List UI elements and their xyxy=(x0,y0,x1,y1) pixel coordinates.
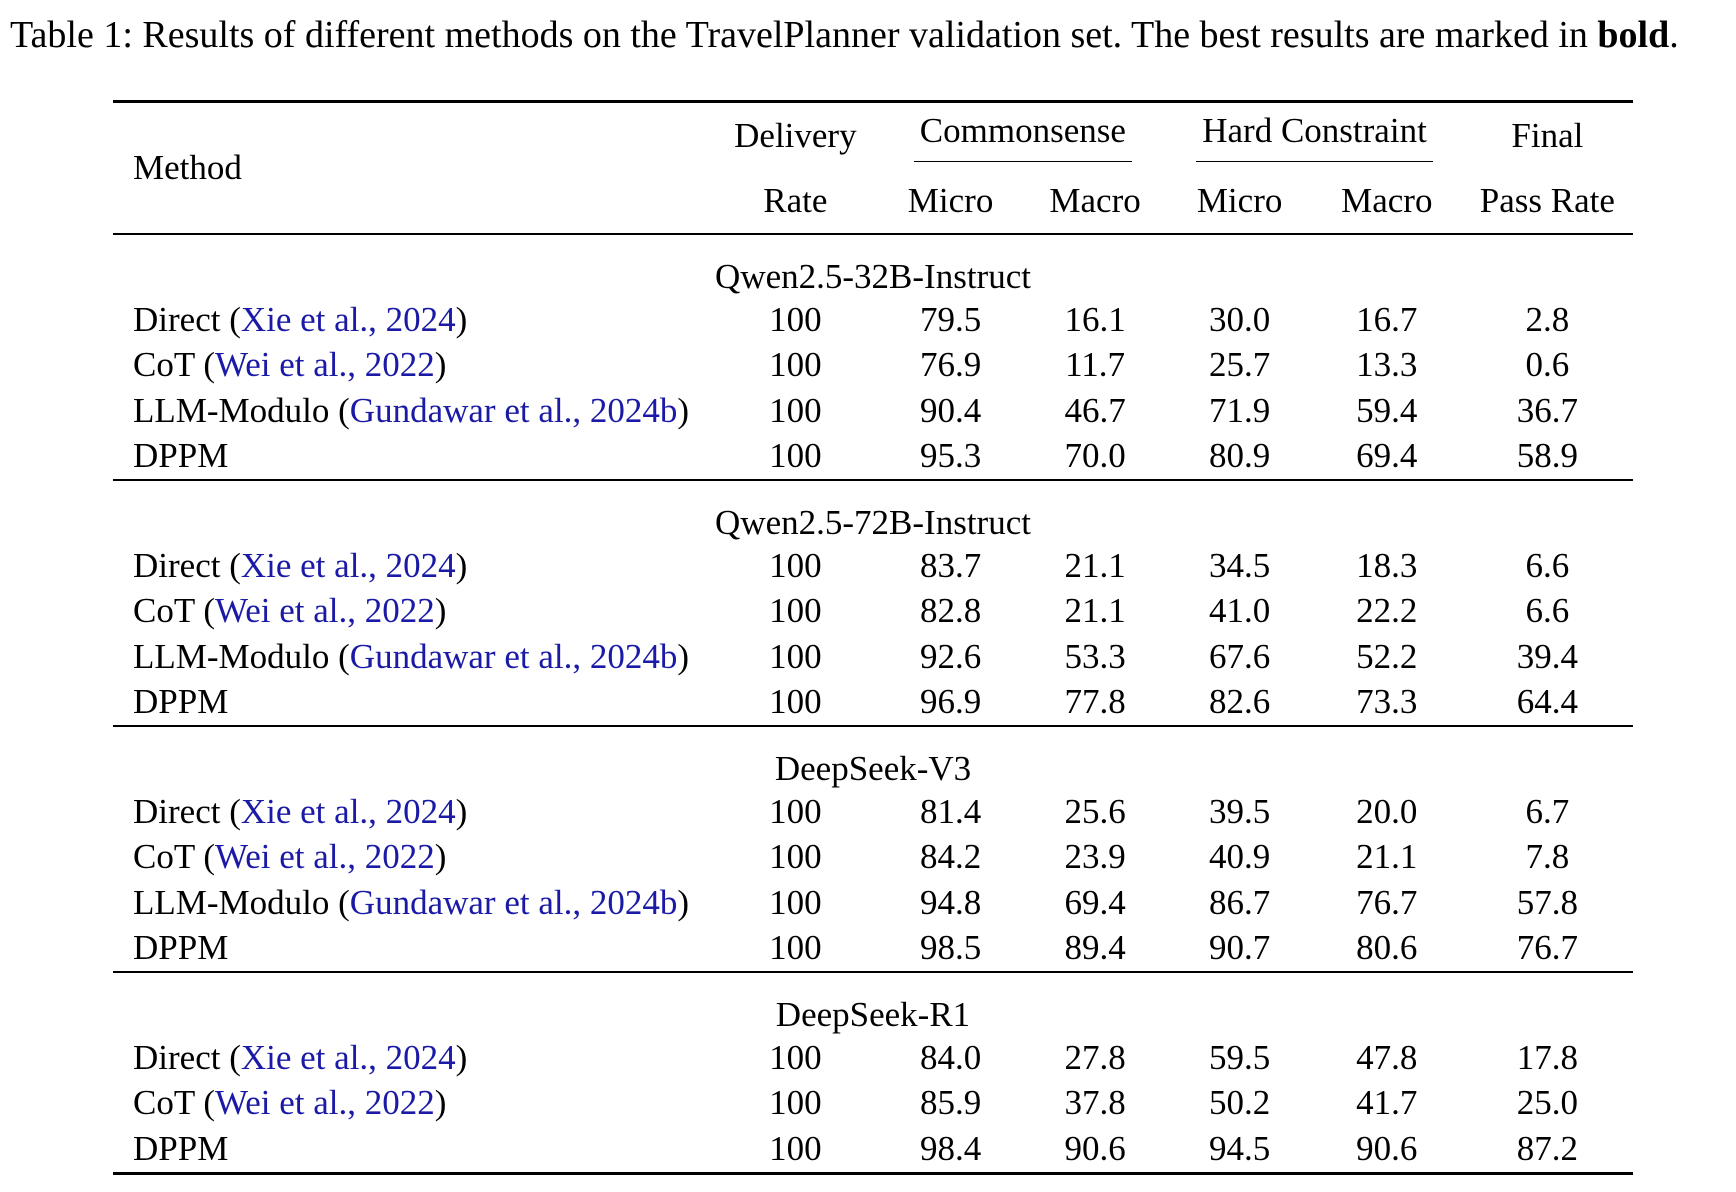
value-cell: 25.7 xyxy=(1208,345,1271,385)
value-cell: 77.8 xyxy=(1064,682,1126,722)
citation-link[interactable]: Gundawar et al., 2024b xyxy=(349,636,678,676)
method-cell xyxy=(113,388,712,434)
hard-micro-header: Micro xyxy=(1196,181,1283,220)
caption-text: Table 1: Results of different methods on the TravelPlanner validation set. The best results are marked in xyxy=(10,14,1598,56)
value-cell: 69.4 xyxy=(1356,436,1418,476)
value-cell: 100 xyxy=(769,345,822,385)
value-cell: 23.9 xyxy=(1064,837,1126,877)
table-row xyxy=(113,680,1633,727)
value-cell: 82.8 xyxy=(919,591,982,631)
value-cell: 100 xyxy=(769,682,822,722)
value-cell: 34.5 xyxy=(1208,545,1271,585)
table-row xyxy=(113,1126,1633,1173)
value-cell: 94.5 xyxy=(1208,1128,1271,1168)
value-cell: 53.3 xyxy=(1064,636,1126,676)
citation-link[interactable]: Xie et al., 2024 xyxy=(240,791,456,831)
delivery-header-top: Delivery xyxy=(734,116,857,155)
method-name: Direct xyxy=(133,1037,221,1077)
method-name: DPPM xyxy=(133,1128,229,1168)
value-cell: 76.7 xyxy=(1516,928,1578,968)
hard-constraint-header: Hard Constraint xyxy=(1167,102,1461,170)
citation-open-paren: ( xyxy=(329,390,350,430)
table-row xyxy=(113,589,1633,635)
method-name: DPPM xyxy=(133,436,229,476)
citation-open-paren: ( xyxy=(194,591,215,631)
method-cell xyxy=(113,434,712,481)
value-cell: 70.0 xyxy=(1064,436,1126,476)
method-cell xyxy=(113,880,712,926)
method-cell xyxy=(113,1035,712,1081)
value-cell: 58.9 xyxy=(1516,436,1578,476)
commonsense-header: Commonsense xyxy=(878,102,1167,170)
citation-open-paren: ( xyxy=(194,345,215,385)
table-caption xyxy=(10,12,1679,58)
final-header-bottom: Pass Rate xyxy=(1479,181,1615,220)
group-header-row xyxy=(113,480,1633,543)
value-cell: 21.1 xyxy=(1064,591,1126,631)
method-cell xyxy=(113,634,712,680)
value-cell: 100 xyxy=(769,299,822,339)
value-cell: 84.2 xyxy=(919,837,982,877)
value-cell: 7.8 xyxy=(1525,837,1570,877)
value-cell: 59.4 xyxy=(1356,390,1418,430)
method-cell xyxy=(113,926,712,973)
method-name: CoT xyxy=(133,837,195,877)
header-row-top xyxy=(113,102,1633,170)
value-cell: 64.4 xyxy=(1516,682,1578,722)
table-row xyxy=(113,388,1633,434)
citation-link[interactable]: Xie et al., 2024 xyxy=(240,545,456,585)
commonsense-macro-header: Macro xyxy=(1049,181,1141,220)
value-cell: 80.6 xyxy=(1356,928,1418,968)
value-cell: 89.4 xyxy=(1064,928,1126,968)
method-name: Direct xyxy=(133,791,221,831)
citation-link[interactable]: Wei et al., 2022 xyxy=(215,1083,435,1123)
commonsense-micro-header: Micro xyxy=(907,181,994,220)
value-cell: 76.7 xyxy=(1356,882,1418,922)
table-header xyxy=(113,102,1633,235)
value-cell: 76.9 xyxy=(919,345,982,385)
value-cell: 96.9 xyxy=(919,682,982,722)
citation-open-paren: ( xyxy=(194,1083,215,1123)
group-header-row xyxy=(113,726,1633,789)
method-name: DPPM xyxy=(133,928,229,968)
model-group-title: Qwen2.5-32B-Instruct xyxy=(715,257,1031,296)
value-cell: 50.2 xyxy=(1208,1083,1271,1123)
value-cell: 100 xyxy=(769,545,822,585)
value-cell: 13.3 xyxy=(1356,345,1418,385)
table-row xyxy=(113,1035,1633,1081)
value-cell: 80.9 xyxy=(1208,436,1271,476)
value-cell: 100 xyxy=(769,882,822,922)
final-header-top: Final xyxy=(1511,116,1584,155)
citation-close-paren: ) xyxy=(455,299,468,339)
value-cell: 41.7 xyxy=(1356,1083,1418,1123)
citation-close-paren: ) xyxy=(434,1083,447,1123)
value-cell: 90.7 xyxy=(1208,928,1271,968)
value-cell: 100 xyxy=(769,791,822,831)
model-group-title: Qwen2.5-72B-Instruct xyxy=(715,503,1031,542)
citation-open-paren: ( xyxy=(220,1037,241,1077)
method-cell xyxy=(113,543,712,589)
results-table xyxy=(113,100,1633,1175)
value-cell: 30.0 xyxy=(1208,299,1271,339)
value-cell: 16.7 xyxy=(1356,299,1418,339)
group-header-row xyxy=(113,234,1633,297)
value-cell: 37.8 xyxy=(1064,1083,1126,1123)
model-group-title: DeepSeek-V3 xyxy=(774,749,972,788)
method-cell xyxy=(113,835,712,881)
citation-link[interactable]: Xie et al., 2024 xyxy=(240,1037,456,1077)
method-cell xyxy=(113,1081,712,1127)
method-cell xyxy=(113,589,712,635)
table-row xyxy=(113,434,1633,481)
value-cell: 90.4 xyxy=(919,390,982,430)
method-cell xyxy=(113,343,712,389)
value-cell: 17.8 xyxy=(1516,1037,1578,1077)
value-cell: 87.2 xyxy=(1516,1128,1578,1168)
method-name: LLM-Modulo xyxy=(133,390,330,430)
hard-macro-header: Macro xyxy=(1341,181,1433,220)
value-cell: 79.5 xyxy=(919,299,982,339)
citation-link[interactable]: Gundawar et al., 2024b xyxy=(349,882,678,922)
value-cell: 98.4 xyxy=(919,1128,982,1168)
value-cell: 100 xyxy=(769,928,822,968)
value-cell: 90.6 xyxy=(1356,1128,1418,1168)
method-name: Direct xyxy=(133,545,221,585)
table-row xyxy=(113,1081,1633,1127)
value-cell: 6.7 xyxy=(1525,791,1570,831)
citation-link[interactable]: Wei et al., 2022 xyxy=(215,345,435,385)
value-cell: 100 xyxy=(769,1083,822,1123)
citation-close-paren: ) xyxy=(455,1037,468,1077)
value-cell: 73.3 xyxy=(1356,682,1418,722)
citation-open-paren: ( xyxy=(220,791,241,831)
citation-close-paren: ) xyxy=(434,345,447,385)
table-row xyxy=(113,297,1633,343)
citation-close-paren: ) xyxy=(677,882,689,922)
citation-open-paren: ( xyxy=(194,837,215,877)
value-cell: 20.0 xyxy=(1356,791,1418,831)
citation-close-paren: ) xyxy=(434,837,447,877)
value-cell: 41.0 xyxy=(1208,591,1271,631)
value-cell: 2.8 xyxy=(1525,299,1570,339)
value-cell: 16.1 xyxy=(1064,299,1126,339)
value-cell: 90.6 xyxy=(1064,1128,1126,1168)
method-name: Direct xyxy=(133,299,221,339)
table-row xyxy=(113,343,1633,389)
value-cell: 25.6 xyxy=(1064,791,1126,831)
citation-close-paren: ) xyxy=(677,390,689,430)
value-cell: 11.7 xyxy=(1065,345,1126,385)
value-cell: 84.0 xyxy=(919,1037,982,1077)
citation-close-paren: ) xyxy=(677,636,689,676)
table-row xyxy=(113,926,1633,973)
citation-link[interactable]: Gundawar et al., 2024b xyxy=(349,390,678,430)
method-name: LLM-Modulo xyxy=(133,882,330,922)
citation-link[interactable]: Xie et al., 2024 xyxy=(240,299,456,339)
method-name: LLM-Modulo xyxy=(133,636,330,676)
value-cell: 57.8 xyxy=(1516,882,1578,922)
value-cell: 71.9 xyxy=(1208,390,1271,430)
value-cell: 100 xyxy=(769,1037,822,1077)
value-cell: 22.2 xyxy=(1356,591,1418,631)
value-cell: 100 xyxy=(769,837,822,877)
table-row xyxy=(113,835,1633,881)
table-row xyxy=(113,543,1633,589)
table-row xyxy=(113,634,1633,680)
value-cell: 21.1 xyxy=(1064,545,1126,585)
citation-link[interactable]: Wei et al., 2022 xyxy=(215,591,435,631)
value-cell: 47.8 xyxy=(1356,1037,1418,1077)
value-cell: 94.8 xyxy=(919,882,982,922)
citation-open-paren: ( xyxy=(220,545,241,585)
value-cell: 46.7 xyxy=(1064,390,1126,430)
value-cell: 27.8 xyxy=(1064,1037,1126,1077)
value-cell: 95.3 xyxy=(919,436,982,476)
method-cell xyxy=(113,789,712,835)
method-cell xyxy=(113,297,712,343)
value-cell: 39.4 xyxy=(1516,636,1578,676)
value-cell: 100 xyxy=(769,636,822,676)
table-row xyxy=(113,789,1633,835)
method-name: DPPM xyxy=(133,682,229,722)
value-cell: 40.9 xyxy=(1208,837,1271,877)
caption-suffix: . xyxy=(1669,14,1679,56)
group-header-row xyxy=(113,972,1633,1035)
citation-close-paren: ) xyxy=(455,791,468,831)
method-cell xyxy=(113,1126,712,1173)
citation-link[interactable]: Wei et al., 2022 xyxy=(215,837,435,877)
table-body xyxy=(113,234,1633,1173)
value-cell: 6.6 xyxy=(1525,591,1570,631)
method-name: CoT xyxy=(133,591,195,631)
citation-close-paren: ) xyxy=(455,545,468,585)
value-cell: 67.6 xyxy=(1208,636,1271,676)
value-cell: 86.7 xyxy=(1208,882,1271,922)
method-column-header: Method xyxy=(133,148,242,187)
value-cell: 100 xyxy=(769,591,822,631)
delivery-header-bottom: Rate xyxy=(763,181,828,220)
value-cell: 81.4 xyxy=(919,791,982,831)
method-cell xyxy=(113,680,712,727)
value-cell: 18.3 xyxy=(1356,545,1418,585)
value-cell: 85.9 xyxy=(919,1083,982,1123)
value-cell: 21.1 xyxy=(1356,837,1418,877)
value-cell: 39.5 xyxy=(1208,791,1271,831)
value-cell: 59.5 xyxy=(1208,1037,1271,1077)
value-cell: 100 xyxy=(769,436,822,476)
value-cell: 83.7 xyxy=(919,545,982,585)
method-name: CoT xyxy=(133,1083,195,1123)
value-cell: 92.6 xyxy=(919,636,982,676)
model-group-title: DeepSeek-R1 xyxy=(775,995,971,1034)
citation-open-paren: ( xyxy=(329,636,350,676)
citation-close-paren: ) xyxy=(434,591,447,631)
value-cell: 0.6 xyxy=(1525,345,1570,385)
table-row xyxy=(113,880,1633,926)
value-cell: 6.6 xyxy=(1525,545,1570,585)
value-cell: 36.7 xyxy=(1516,390,1578,430)
value-cell: 82.6 xyxy=(1208,682,1271,722)
citation-open-paren: ( xyxy=(220,299,241,339)
value-cell: 100 xyxy=(769,390,822,430)
value-cell: 100 xyxy=(769,1128,822,1168)
citation-open-paren: ( xyxy=(329,882,350,922)
value-cell: 25.0 xyxy=(1516,1083,1578,1123)
method-name: CoT xyxy=(133,345,195,385)
caption-bold-word: bold xyxy=(1597,14,1670,56)
value-cell: 98.5 xyxy=(919,928,982,968)
value-cell: 52.2 xyxy=(1356,636,1418,676)
value-cell: 69.4 xyxy=(1064,882,1126,922)
